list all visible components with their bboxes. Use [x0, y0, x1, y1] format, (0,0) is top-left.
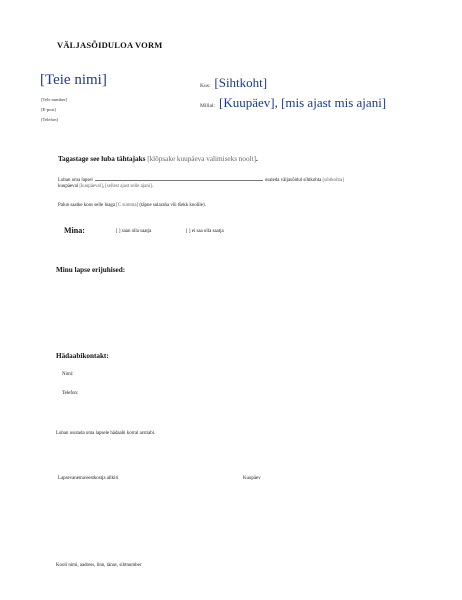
return-heading-main: Tagastage see luba tähtajaks [58, 155, 146, 163]
email-field[interactable]: [E-post] [41, 107, 57, 112]
where-row [200, 74, 267, 92]
line1-suffix: osaleda väljasõidul sihtkohta [264, 178, 322, 183]
when-label: Millal: [200, 103, 215, 109]
where-value[interactable]: [Sihtkoht] [214, 75, 268, 90]
date-placeholder[interactable]: [kuupäeval] [79, 184, 103, 189]
amount-placeholder[interactable]: [C summa] [116, 203, 139, 208]
consent-line-2 [58, 184, 153, 189]
medical-consent: Luban osutada oma lapsele hädaabi korral arstiabi. [56, 431, 156, 436]
return-heading-end: . [255, 155, 258, 163]
option-cannot-chaperone[interactable]: [ ] ei saa olla saatja [186, 229, 224, 234]
consent-line-1 [58, 174, 344, 183]
date-label[interactable]: Kuupäev [243, 476, 261, 481]
when-row [200, 94, 386, 112]
line3-prefix: Palun saatke koos selle loaga [58, 203, 116, 208]
signature-label[interactable]: Lapsevanema/eestkostja allkiri [58, 476, 119, 481]
emergency-name-label[interactable]: Nimi: [62, 372, 74, 377]
school-footer: Kooli nimi, aadress, linn, tänav, sihtnumber [56, 563, 142, 568]
line3-suffix: (täpne sularaha või tšekk koolile). [139, 203, 206, 208]
emergency-phone-label[interactable]: Telefon: [62, 391, 79, 396]
phone-number-field[interactable]: [Tele number] [41, 97, 68, 102]
line2-end: . [151, 184, 153, 189]
when-value[interactable]: [Kuupäev], [mis ajast mis ajani] [218, 95, 387, 110]
me-label: Mina: [64, 226, 85, 235]
emergency-heading: Hädaabikontakt: [56, 352, 109, 360]
form-title: VÄLJASÕIDULOA VORM [57, 40, 163, 50]
phone-field[interactable]: [Telefon] [41, 117, 59, 122]
destination-placeholder[interactable]: [sihtkohta] [322, 178, 344, 183]
return-date-placeholder[interactable]: [klõpsake kuupäeva valimiseks noolt] [147, 155, 256, 163]
instructions-heading: Minu lapse erijuhised: [56, 266, 126, 274]
child-name-blank[interactable] [95, 174, 263, 181]
line2-sep: , [102, 184, 104, 189]
line2-prefix: kuupäeval [58, 184, 79, 189]
payment-line [58, 203, 206, 208]
return-heading [58, 155, 258, 163]
where-label: Kus: [200, 83, 211, 89]
option-can-chaperone[interactable]: [ ] saan olla saatja [116, 229, 152, 234]
line1-prefix: Luban oma lapsel [58, 178, 93, 183]
your-name-field[interactable]: [Teie nimi] [40, 72, 107, 88]
time-placeholder[interactable]: [sellest ajast selle ajani] [105, 184, 152, 189]
